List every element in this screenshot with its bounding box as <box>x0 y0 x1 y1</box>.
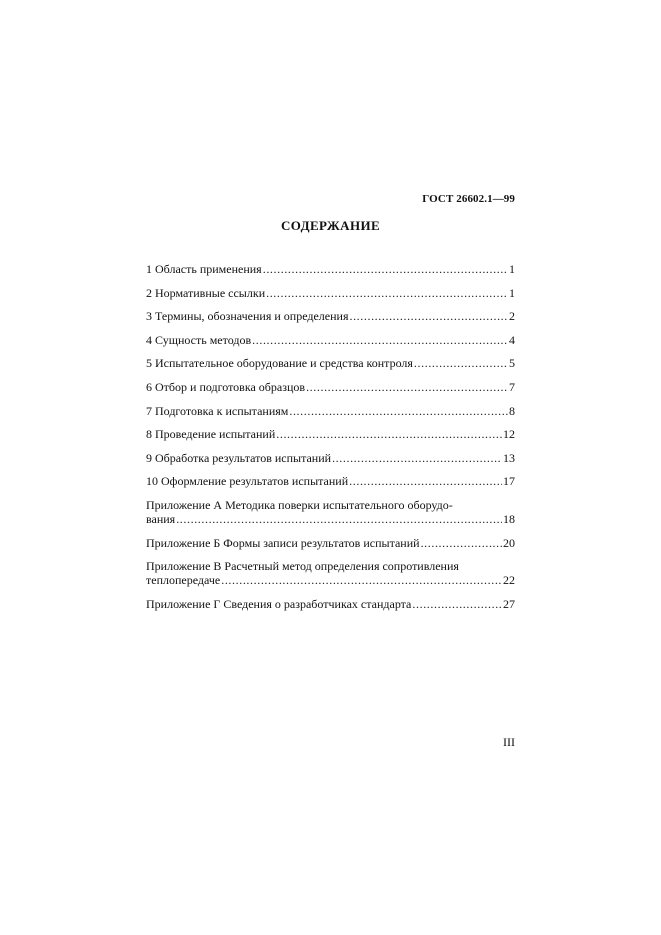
dot-leader <box>412 597 502 611</box>
toc-entry[interactable] <box>146 309 515 323</box>
dot-leader <box>289 404 508 418</box>
toc-entry-page: 1 <box>509 262 515 276</box>
toc-entry-title: 10 Оформление результатов испытаний <box>146 474 349 489</box>
toc-entry-title-line2: теплопередаче <box>146 573 221 588</box>
toc-entry-page: 2 <box>509 309 515 324</box>
dot-leader <box>332 451 502 465</box>
toc-entry-page: 5 <box>509 356 515 371</box>
dot-leader <box>176 512 502 526</box>
dot-leader <box>266 286 508 300</box>
toc-entry[interactable] <box>146 536 515 550</box>
toc-entry-title: 9 Обработка результатов испытаний <box>146 450 332 465</box>
toc-entry-title: 7 Подготовка к испытаниям <box>146 403 289 418</box>
toc-entry-title-line1: Приложение В Расчетный метод определения сопротивления <box>146 559 459 574</box>
toc-entry-title: 6 Отбор и подготовка образцов <box>146 379 306 394</box>
toc-entry-title: 1 Область применения <box>146 262 262 276</box>
toc-entry-page: 18 <box>503 511 515 526</box>
standard-code: ГОСТ 26602.1—99 <box>422 193 515 205</box>
toc-entry-page: 7 <box>509 379 515 394</box>
toc-entry-title-line1: Приложение А Методика поверки испытательного оборудо- <box>146 497 453 512</box>
toc-entry[interactable] <box>146 451 515 465</box>
toc-entry-page: 12 <box>503 427 515 442</box>
toc-entry-title: 5 Испытательное оборудование и средства контроля <box>146 356 413 371</box>
toc-entry-page: 8 <box>509 403 515 418</box>
toc-entry-title: Приложение Г Сведения о разработчиках стандарта <box>146 596 412 611</box>
toc-entry-title: Приложение Б Формы записи результатов испытаний <box>146 535 420 550</box>
dot-leader <box>421 536 502 550</box>
toc-entry-page: 4 <box>509 332 515 347</box>
table-of-contents <box>146 262 515 620</box>
toc-entry-page: 27 <box>503 596 515 611</box>
toc-entry[interactable] <box>146 427 515 441</box>
toc-entry[interactable] <box>146 356 515 370</box>
toc-entry-title-line2: вания <box>146 511 176 526</box>
toc-entry[interactable] <box>146 380 515 394</box>
dot-leader <box>263 262 508 276</box>
toc-entry[interactable] <box>146 597 515 611</box>
toc-entry-title: 2 Нормативные ссылки <box>146 285 266 300</box>
toc-entry[interactable] <box>146 474 515 488</box>
toc-entry-title: 8 Проведение испытаний <box>146 427 276 442</box>
toc-entry[interactable] <box>146 333 515 347</box>
toc-entry[interactable] <box>146 286 515 300</box>
dot-leader <box>349 474 502 488</box>
dot-leader <box>221 573 502 587</box>
toc-entry[interactable] <box>146 262 515 276</box>
toc-heading: СОДЕРЖАНИЕ <box>280 218 381 233</box>
toc-entry-page: 22 <box>503 573 515 588</box>
toc-entry[interactable] <box>146 498 515 526</box>
page-number: III <box>503 735 515 749</box>
toc-entry-page: 13 <box>503 450 515 465</box>
toc-entry-title: 4 Сущность методов <box>146 332 252 347</box>
toc-entry-page: 20 <box>503 535 515 550</box>
dot-leader <box>306 380 508 394</box>
toc-entry-page: 17 <box>503 474 515 489</box>
dot-leader <box>276 427 502 441</box>
dot-leader <box>349 309 508 323</box>
toc-entry-page: 1 <box>509 285 515 300</box>
dot-leader <box>252 333 508 347</box>
dot-leader <box>414 356 508 370</box>
toc-entry[interactable] <box>146 559 515 587</box>
toc-entry[interactable] <box>146 404 515 418</box>
toc-entry-title: 3 Термины, обозначения и определения <box>146 309 349 324</box>
